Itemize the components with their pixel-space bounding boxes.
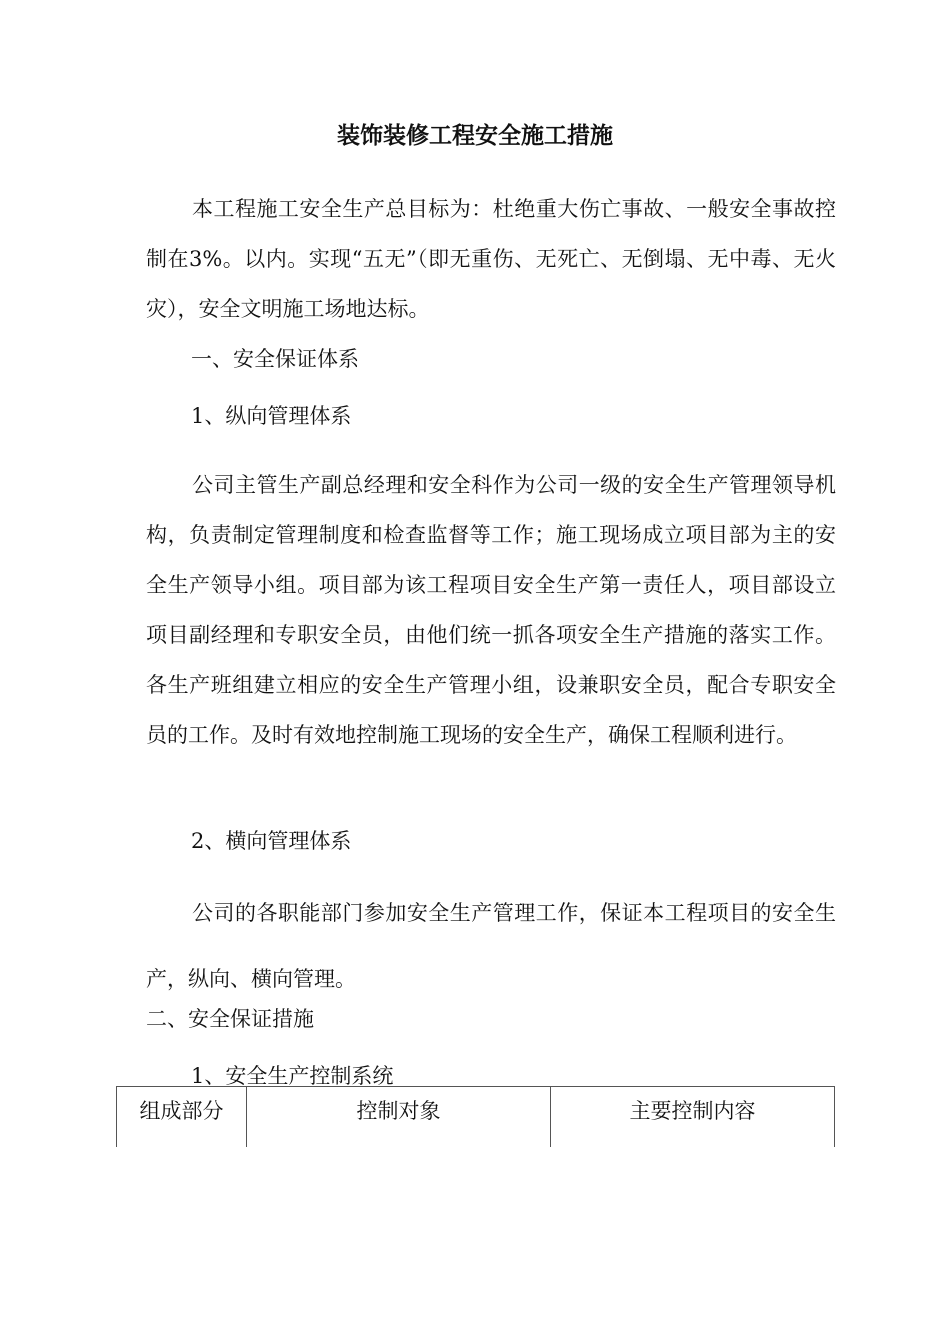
section1-heading: 一、安全保证体系 [191,347,359,371]
table-header-cell: 组成部分 [117,1087,247,1148]
section2-heading: 二、安全保证措施 [146,1007,314,1031]
section1-sub2-heading: 2、横向管理体系 [191,829,352,853]
section1-sub1-body: 公司主管生产副总经理和安全科作为公司一级的安全生产管理领导机构，负责制定管理制度和检查监督等工作；施工现场成立项目部为主的安全生产领导小组。项目部为该工程项目安全生产第一责任人，项目部设立项目副经理和专职安全员，由他们统一抓各项安全生产措施的落实工作。各生产班组建立相应的安全生产管理小组，设兼职安全员，配合专职安全员的工作。及时有效地控制施工现场的安全生产，确保工程顺利进行。 [146,473,836,747]
control-system-table [116,1086,835,1147]
intro-paragraph: 本工程施工安全生产总目标为：杜绝重大伤亡事故、一般安全事故控制在3%。以内。实现“五无”（即无重伤、无死亡、无倒塌、无中毒、无火灾），安全文明施工场地达标。 [146,197,836,321]
table-header-cell: 控制对象 [247,1087,551,1148]
section2-sub1-heading: 1、安全生产控制系统 [191,1064,394,1088]
section1-sub2-body: 公司的各职能部门参加安全生产管理工作，保证本工程项目的安全生产，纵向、横向管理。 [146,901,836,991]
section1-sub1-heading: 1、纵向管理体系 [191,404,352,428]
document-title: 装饰装修工程安全施工措施 [337,122,613,149]
table-header-row [117,1087,835,1148]
table-header-cell: 主要控制内容 [551,1087,835,1148]
